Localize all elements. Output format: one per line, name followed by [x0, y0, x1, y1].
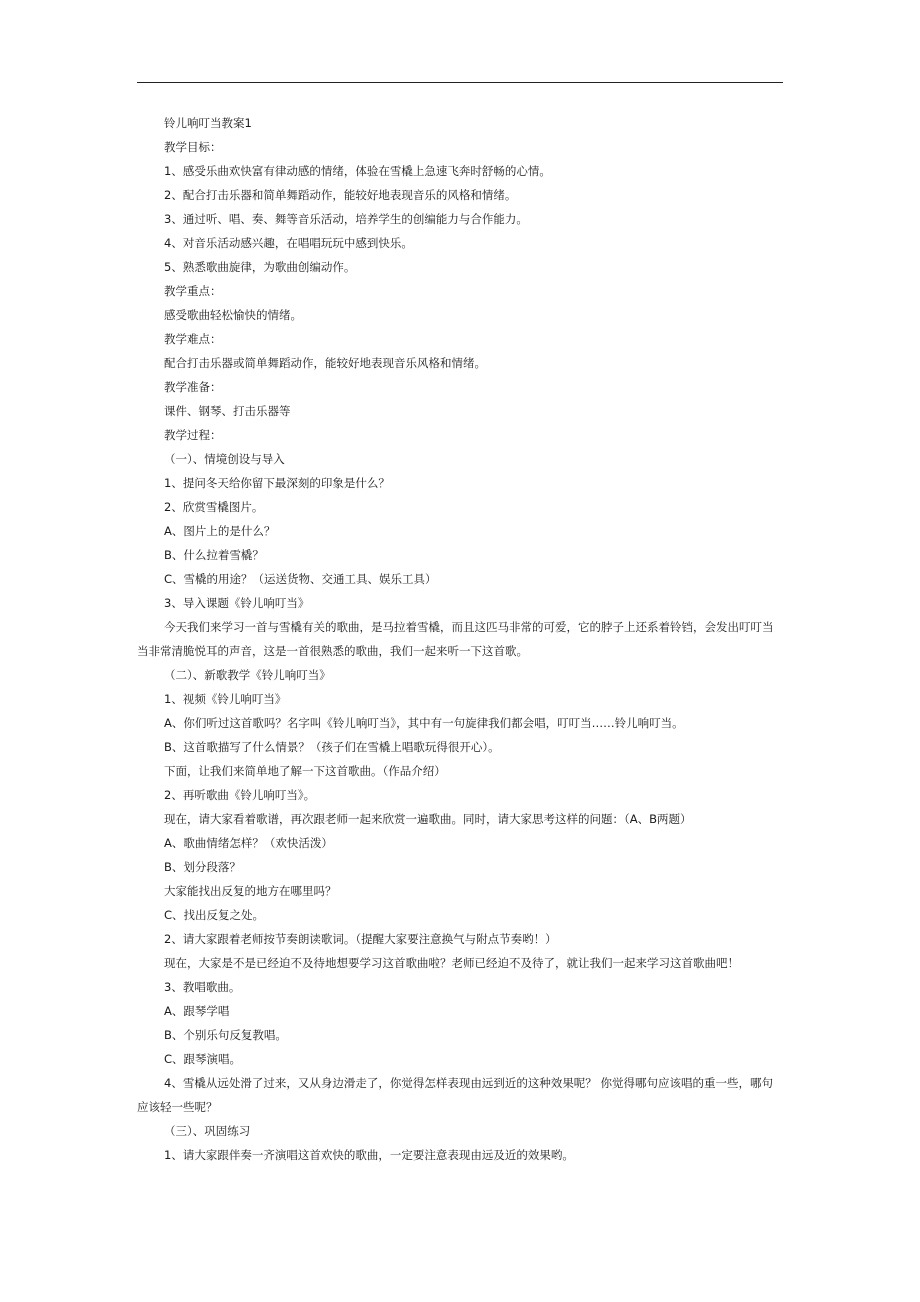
- process-item: 2、请大家跟着老师按节奏朗读歌词。（提醒大家要注意换气与附点节奏哟！）: [164, 932, 557, 946]
- process-item: A、歌曲情绪怎样？（欢快活泼）: [164, 836, 333, 850]
- section-heading-1: （一）、情境创设与导入: [164, 452, 285, 466]
- process-item: 1、视频《铃儿响叮当》: [164, 692, 287, 706]
- process-item: 1、请大家跟伴奏一齐演唱这首欢快的歌曲，一定要注意表现由远及近的效果哟。: [164, 1148, 574, 1162]
- header-rule: [137, 82, 783, 83]
- process-item: 1、提问冬天给你留下最深刻的印象是什么？: [164, 476, 390, 490]
- process-item: C、跟琴演唱。: [164, 1052, 242, 1066]
- objective-item: 1、感受乐曲欢快富有律动感的情绪，体验在雪橇上急速飞奔时舒畅的心情。: [164, 164, 551, 178]
- objective-item: 4、对音乐活动感兴趣，在唱唱玩玩中感到快乐。: [164, 236, 413, 250]
- document-body: [137, 111, 783, 1167]
- process-item: 2、欣赏雪橇图片。: [164, 500, 264, 514]
- paragraph: 4、雪橇从远处滑了过来，又从身边滑走了，你觉得怎样表现由远到近的这种效果呢？ 你觉得哪句应该唱的重一些，哪句应该轻一些呢？: [137, 1076, 773, 1114]
- section-heading-3: （三）、巩固练习: [164, 1124, 251, 1138]
- process-item: 3、教唱歌曲。: [164, 980, 241, 994]
- difficulty-text: 配合打击乐器或简单舞蹈动作，能较好地表现音乐风格和情绪。: [164, 356, 486, 370]
- process-item: A、你们听过这首歌吗？名字叫《铃儿响叮当》，其中有一句旋律我们都会唱，叮叮当……铃儿响叮当。: [164, 716, 684, 730]
- objective-item: 3、通过听、唱、奏、舞等音乐活动，培养学生的创编能力与合作能力。: [164, 212, 528, 226]
- paragraph: 今天我们来学习一首与雪橇有关的歌曲，是马拉着雪橇，而且这匹马非常的可爱，它的脖子上还系着铃铛，会发出叮叮当当非常清脆悦耳的声音，这是一首很熟悉的歌曲，我们一起来听一下这首歌。: [137, 620, 774, 658]
- objective-item: 5、熟悉歌曲旋律，为歌曲创编动作。: [164, 260, 356, 274]
- process-item: 大家能找出反复的地方在哪里吗？: [164, 884, 337, 898]
- process-item: B、这首歌描写了什么情景？（孩子们在雪橇上唱歌玩得很开心）。: [164, 740, 500, 754]
- process-item: 下面，让我们来简单地了解一下这首歌曲。（作品介绍）: [164, 764, 446, 778]
- process-item: 2、再听歌曲《铃儿响叮当》。: [164, 788, 316, 802]
- process-item: C、雪橇的用途？（运送货物、交通工具、娱乐工具）: [164, 572, 437, 586]
- process-item: C、找出反复之处。: [164, 908, 265, 922]
- process-item: 3、导入课题《铃儿响叮当》: [164, 596, 310, 610]
- doc-title: 铃儿响叮当教案1: [164, 116, 252, 130]
- heading-key-points: 教学重点：: [164, 284, 222, 298]
- heading-objectives: 教学目标：: [164, 140, 222, 154]
- heading-preparation: 教学准备：: [164, 380, 222, 394]
- process-item: A、图片上的是什么？: [164, 524, 276, 538]
- heading-difficulties: 教学难点：: [164, 332, 222, 346]
- heading-process: 教学过程：: [164, 428, 222, 442]
- process-item: B、划分段落？: [164, 860, 241, 874]
- objective-item: 2、配合打击乐器和简单舞蹈动作，能较好地表现音乐的风格和情绪。: [164, 188, 517, 202]
- process-item: B、什么拉着雪橇？: [164, 548, 264, 562]
- process-item: 现在，大家是不是已经迫不及待地想要学习这首歌曲啦？老师已经迫不及待了，就让我们一起来学习这首歌曲吧！: [164, 956, 739, 970]
- section-heading-2: （二）、新歌教学《铃儿响叮当》: [164, 668, 331, 682]
- process-item: A、跟琴学唱: [164, 1004, 230, 1018]
- key-point-text: 感受歌曲轻松愉快的情绪。: [164, 308, 302, 322]
- process-item: 现在，请大家看着歌谱，再次跟老师一起来欣赏一遍歌曲。同时，请大家思考这样的问题：（A、B两题）: [164, 812, 692, 826]
- process-item: B、个别乐句反复教唱。: [164, 1028, 287, 1042]
- preparation-text: 课件、钢琴、打击乐器等: [164, 404, 291, 418]
